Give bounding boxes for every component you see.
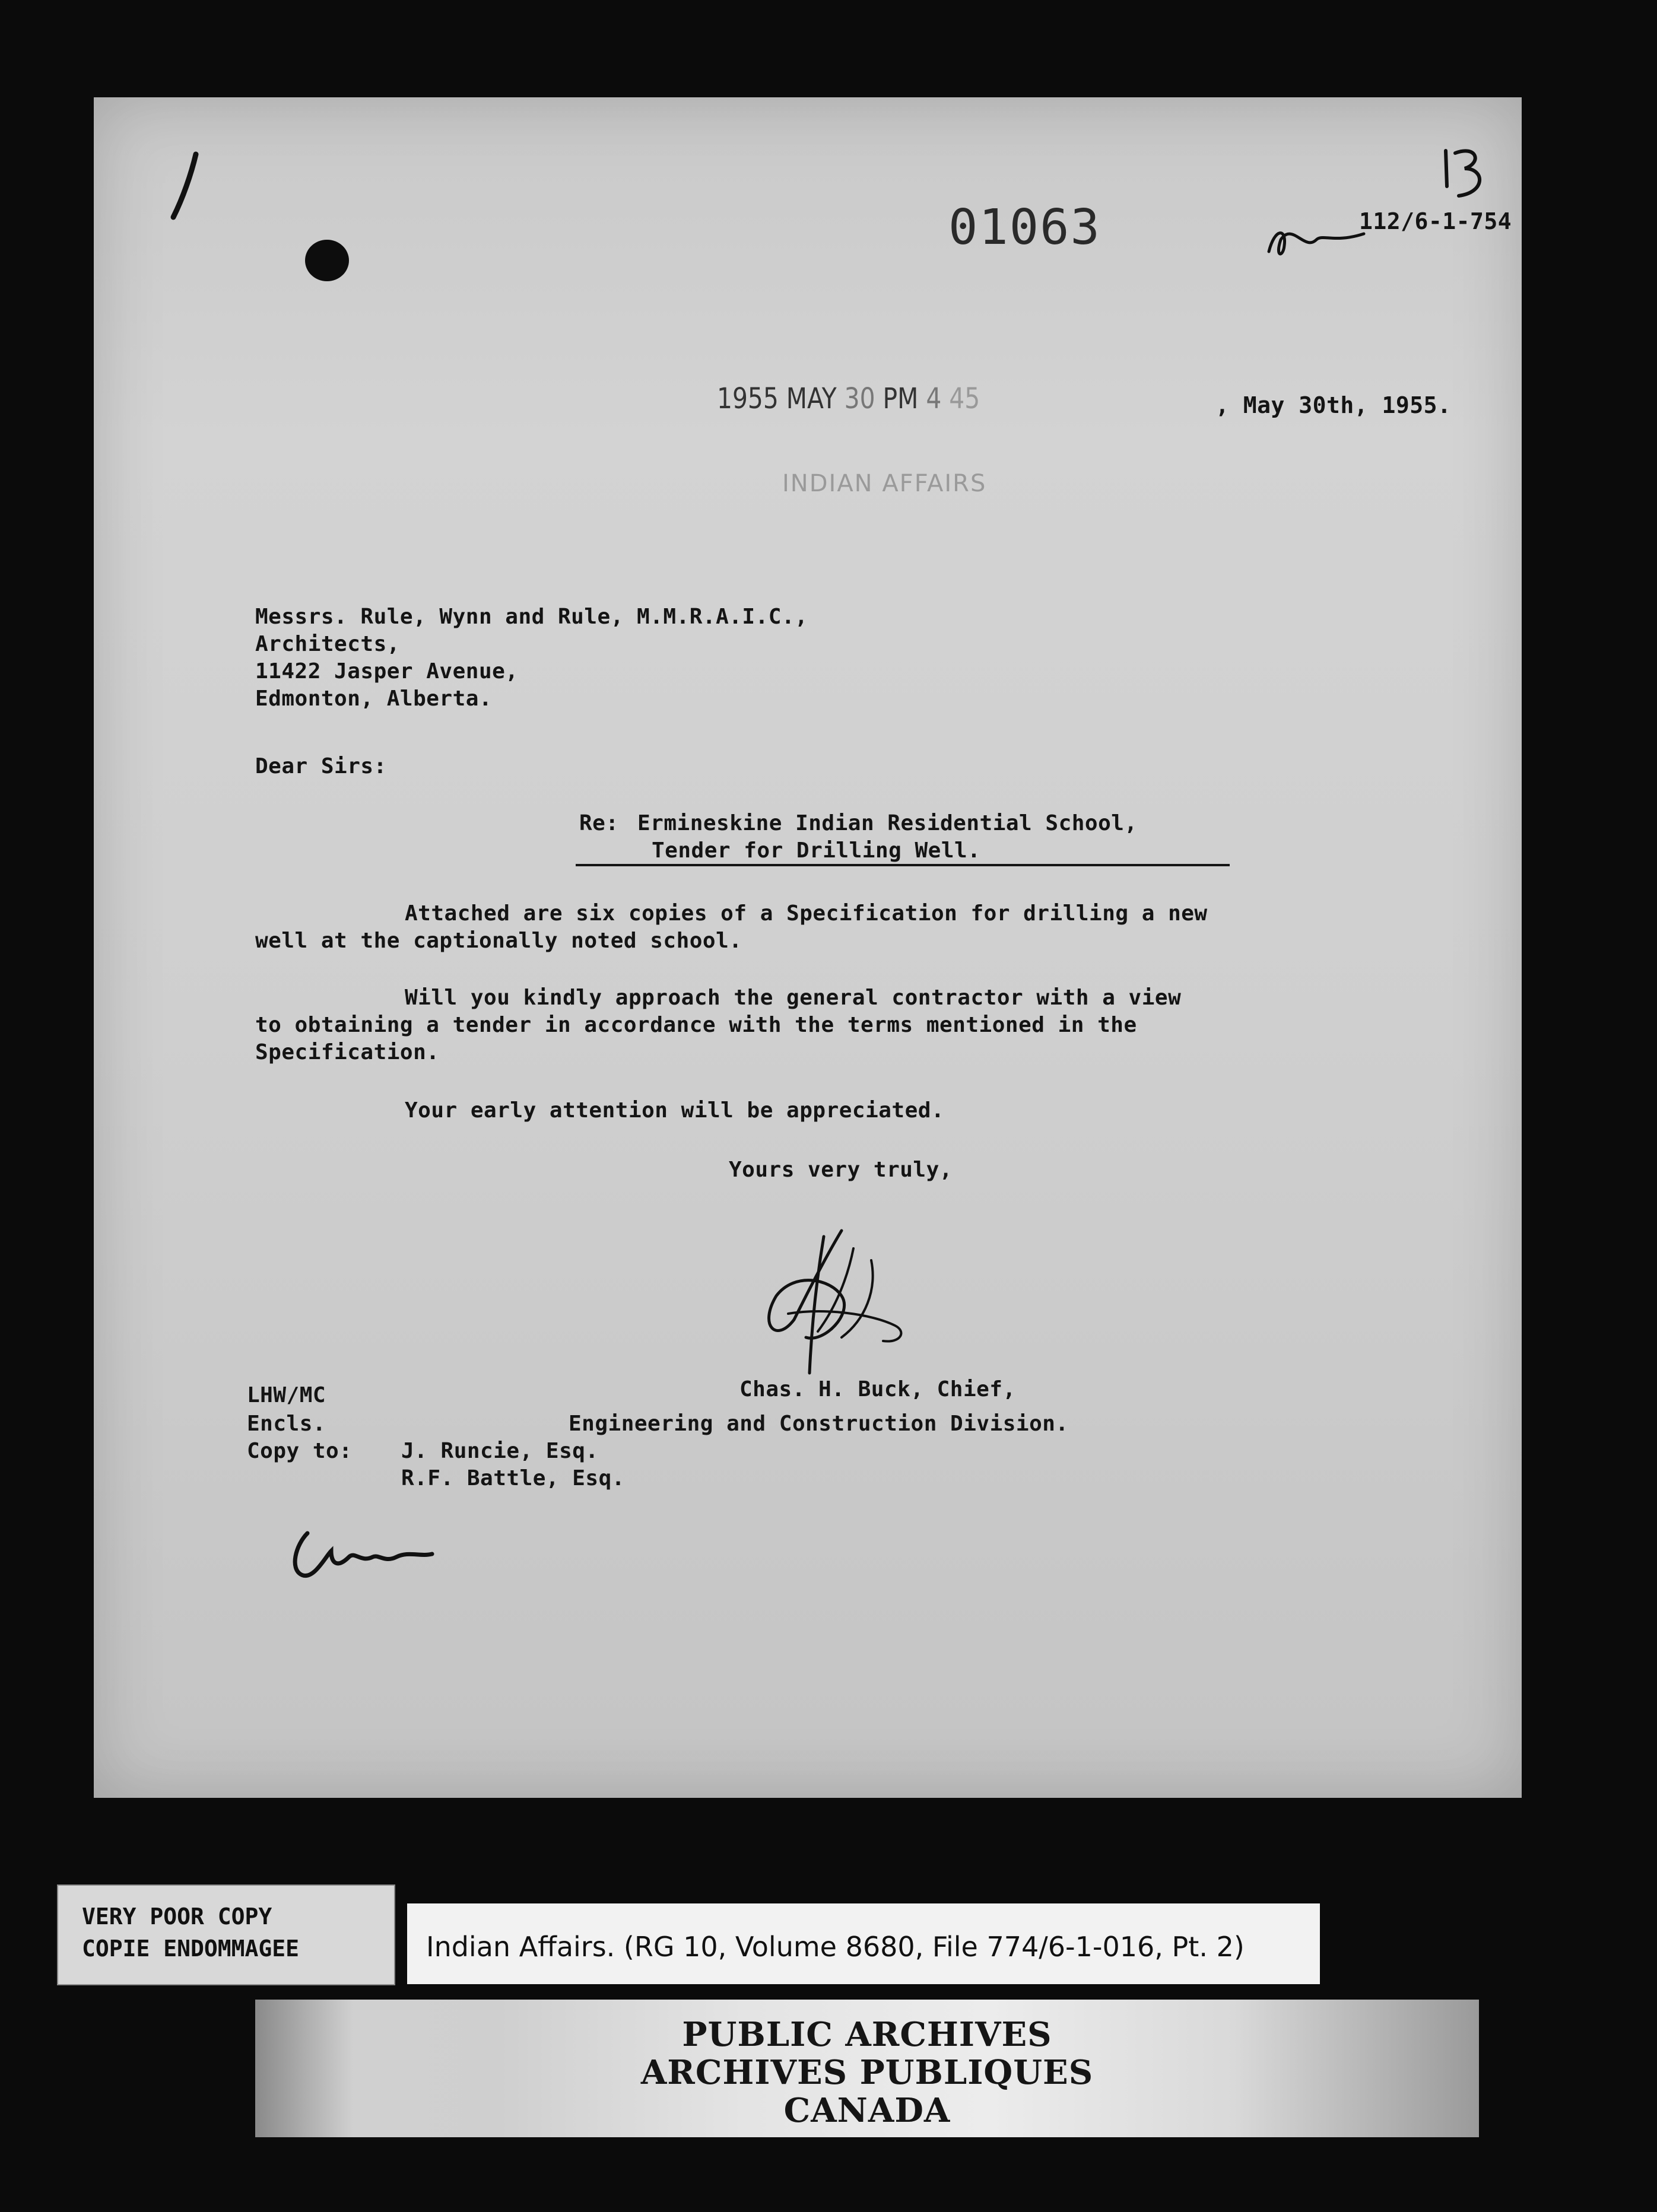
paragraph-line: Will you kindly approach the general contractor with a view [405, 986, 1182, 1010]
paragraph-line: Attached are six copies of a Specification for drilling a new [405, 901, 1208, 926]
handwritten-initials [284, 1521, 462, 1589]
signature [753, 1225, 931, 1381]
paragraph-line: well at the captionally noted school. [255, 929, 742, 953]
punch-hole [305, 240, 349, 281]
condition-label-line: VERY POOR COPY [82, 1903, 272, 1930]
stamp-minute: 45 [949, 382, 980, 415]
copy-to-recipient: J. Runcie, Esq. [401, 1439, 599, 1463]
date-line: , May 30th, 1955. [1215, 392, 1452, 418]
condition-label-line: COPIE ENDOMMAGEE [82, 1936, 300, 1962]
copy-to-label: Copy to: [247, 1439, 353, 1463]
stamp-day: 30 [844, 382, 875, 415]
stamp-month: MAY [786, 382, 837, 415]
file-reference: 112/6-1-754 [1359, 208, 1512, 234]
reference-initials: LHW/MC [247, 1383, 326, 1407]
archives-line: PUBLIC ARCHIVES [682, 2015, 1052, 2054]
folio-mark [165, 151, 207, 224]
archives-line: ARCHIVES PUBLIQUES [640, 2053, 1094, 2092]
subject-underline [576, 864, 1230, 866]
enclosures: Encls. [247, 1412, 326, 1436]
address-line: Architects, [255, 632, 400, 656]
paragraph-line: Specification. [255, 1040, 440, 1064]
signatory-name: Chas. H. Buck, Chief, [739, 1377, 1016, 1401]
stamp-number: 01063 [948, 199, 1101, 256]
archives-line: CANADA [783, 2091, 951, 2130]
paragraph-line: to obtaining a tender in accordance with the terms mentioned in the [255, 1013, 1137, 1037]
subject-prefix: Re: [579, 811, 619, 835]
letter-page [94, 97, 1522, 1798]
subject-line-1: Ermineskine Indian Residential School, [637, 811, 1138, 835]
address-line: Messrs. Rule, Wynn and Rule, M.M.R.A.I.C., [255, 605, 808, 629]
archives-banner [255, 2000, 1479, 2137]
stamp-year: 1955 [717, 382, 779, 415]
paragraph-line: Your early attention will be appreciated. [405, 1098, 945, 1123]
subject-line-2: Tender for Drilling Well. [652, 838, 981, 863]
address-line: Edmonton, Alberta. [255, 687, 493, 711]
signatory-division: Engineering and Construction Division. [569, 1412, 1069, 1436]
salutation: Dear Sirs: [255, 754, 387, 778]
stamp-ampm: PM [883, 382, 919, 415]
page-mark [1441, 145, 1494, 212]
source-text: Indian Affairs. (RG 10, Volume 8680, File 774/6-1-016, Pt. 2) [426, 1931, 1245, 1963]
copy-to-recipient: R.F. Battle, Esq. [401, 1466, 625, 1490]
stamp-hour: 4 [926, 382, 942, 415]
file-reference-scribble [1263, 216, 1370, 266]
source-label [407, 1903, 1320, 1984]
closing: Yours very truly, [729, 1158, 953, 1182]
received-stamp [717, 382, 980, 415]
condition-label [57, 1884, 395, 1985]
address-line: 11422 Jasper Avenue, [255, 659, 519, 684]
faint-stamp: INDIAN AFFAIRS [782, 470, 987, 497]
